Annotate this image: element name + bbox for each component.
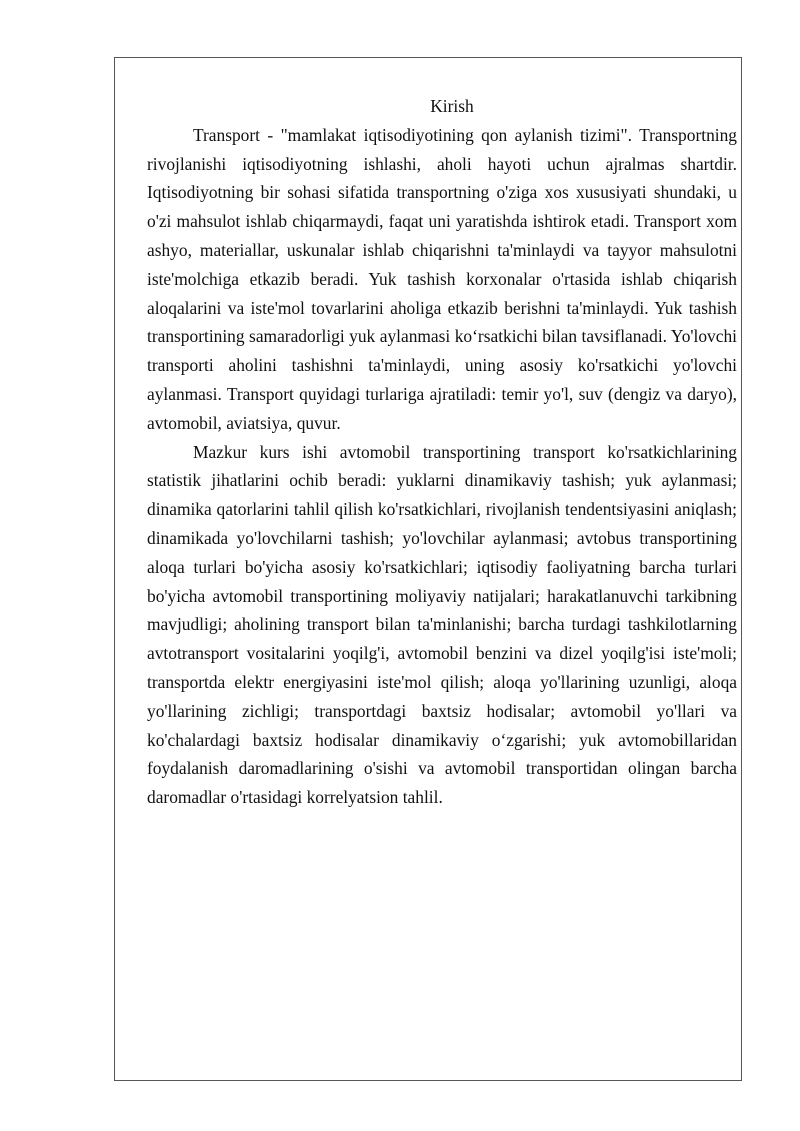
paragraph-course-scope: Mazkur kurs ishi avtomobil transportining transport ko'rsatkichlarining statistik jihatlarini ochib beradi: yuklarni dinamikaviy tashish; yuk aylanmasi; dinamika qatorlarini tahlil qilish ko'rsatkichlari, rivojlanish tendentsiyasini aniqlash; dinamikada yo'lovchilarni tashish; yo'lovchilar aylanmasi; avtobus transportining aloqa turlari bo'yicha asosiy ko'rsatkichlari; iqtisodiy faoliyatning barcha turlari bo'yicha avtomobil transportining moliyaviy natijalari; harakatlanuvchi tarkibning mavjudligi; aholining transport bilan ta'minlanishi; barcha turdagi tashkilotlarning avtotransport vositalarini yoqilg'i, avtomobil benzini va dizel yoqilg'isi iste'moli; transportda elektr energiyasini iste'mol qilish; aloqa yo'llarining uzunligi, aloqa yo'llarining zichligi; transportdagi baxtsiz hodisalar; avtomobil yo'llari va ko'chalardagi baxtsiz hodisalar dinamikaviy o‘zgarishi; yuk avtomobillaridan foydalanish daromadlarining o'sishi va avtomobil transportidan olingan barcha daromadlar o'rtasidagi korrelyatsion tahlil. [147,441,737,808]
paragraph-introduction: Transport - "mamlakat iqtisodiyotining qon aylanish tizimi". Transportning rivojlanishi iqtisodiyotning ishlashi, aholi hayoti uchun ajralmas shartdir. Iqtisodiyotning bir sohasi sifatida transportning o'ziga xos xususiyati shundaki, u o'zi mahsulot ishlab chiqarmaydi, faqat uni yaratishda ishtirok etadi. Transport xom ashyo, materiallar, uskunalar ishlab chiqarishni ta'minlaydi va tayyor mahsulotni iste'molchiga etkazib beradi. Yuk tashish korxonalar o'rtasida ishlab chiqarish aloqalarini va iste'mol tovarlarini aholiga etkazib berishni ta'minlaydi. Yuk tashish transportining samaradorligi yuk aylanmasi ko‘rsatkichi bilan tavsiflanadi. Yo'lovchi transporti aholini tashishni ta'minlaydi, uning asosiy ko'rsatkichi yo'lovchi aylanmasi. Transport quyidagi turlariga ajratiladi: temir yo'l, suv (dengiz va daryo), avtomobil, aviatsiya, quvur. [147,124,737,433]
document-title: Kirish [430,96,474,116]
document-body [147,92,737,812]
